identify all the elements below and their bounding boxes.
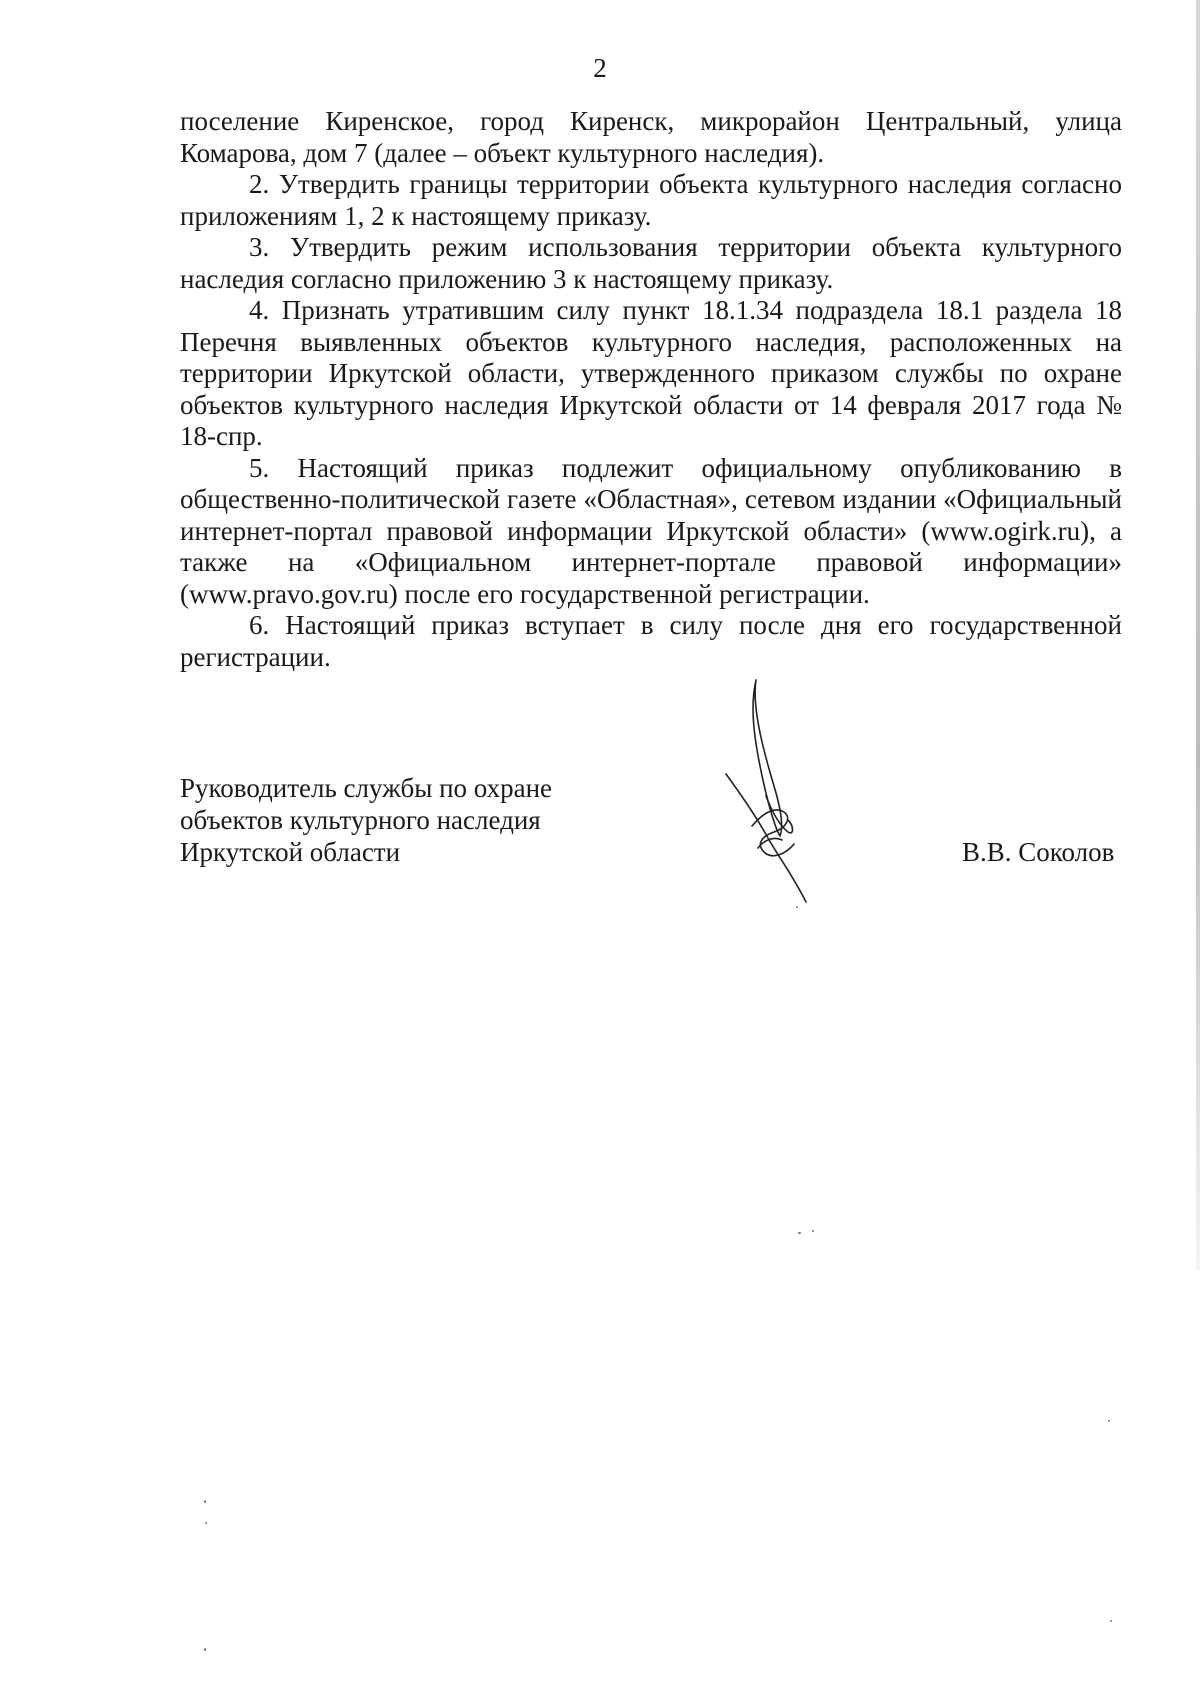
signatory-title-line: Иркутской области (180, 837, 401, 867)
scan-speck (1110, 1620, 1112, 1622)
paragraph-item-4: 4. Признать утратившим силу пункт 18.1.34 подраздела 18.1 раздела 18 Перечня выявленных объектов культурного наследия, расположенных на территории Иркутской области, утвержденного приказом службы по охране объектов культурного наследия Иркутской области от 14 февраля 2017 года № 18-спр. (180, 295, 1122, 451)
scan-speck (1108, 1420, 1110, 1422)
scan-edge-shadow (1196, 0, 1200, 1270)
signatory-title (180, 772, 552, 868)
scan-speck (204, 1500, 206, 1503)
paragraph-item-6: 6. Настоящий приказ вступает в силу после дня его государственной регистрации. (180, 610, 1122, 672)
document-body (180, 106, 1122, 673)
scan-speck (204, 1648, 206, 1651)
scan-speck (812, 1230, 814, 1232)
signatory-title-line: Руководитель службы по охране (180, 773, 553, 803)
paragraph-continuation: поселение Киренское, город Киренск, микрорайон Центральный, улица Комарова, дом 7 (далее – объект культурного наследия). (180, 106, 1122, 168)
paragraph-item-2: 2. Утвердить границы территории объекта культурного наследия согласно приложениям 1, 2 к настоящему приказу. (180, 169, 1122, 231)
signatory-name: В.В. Соколов (962, 837, 1115, 867)
paragraph-item-5: 5. Настоящий приказ подлежит официальному опубликованию в общественно-политической газете «Областная», сетевом издании «Официальный интернет-портал правовой информации Иркутской области» (www.ogirk.ru), а также на «Официальном интернет-портале правовой информации» (www.pravo.gov.ru) после его государственной регистрации. (180, 452, 1122, 609)
paragraph-item-3: 3. Утвердить режим использования территории объекта культурного наследия согласно приложению 3 к настоящему приказу. (180, 232, 1122, 294)
scan-speck (205, 1522, 207, 1524)
signatory-title-line: объектов культурного наследия (180, 805, 541, 835)
handwritten-signature (722, 676, 842, 906)
scan-speck (798, 1232, 801, 1234)
scan-speck (796, 906, 798, 908)
page-number: 2 (593, 53, 607, 83)
